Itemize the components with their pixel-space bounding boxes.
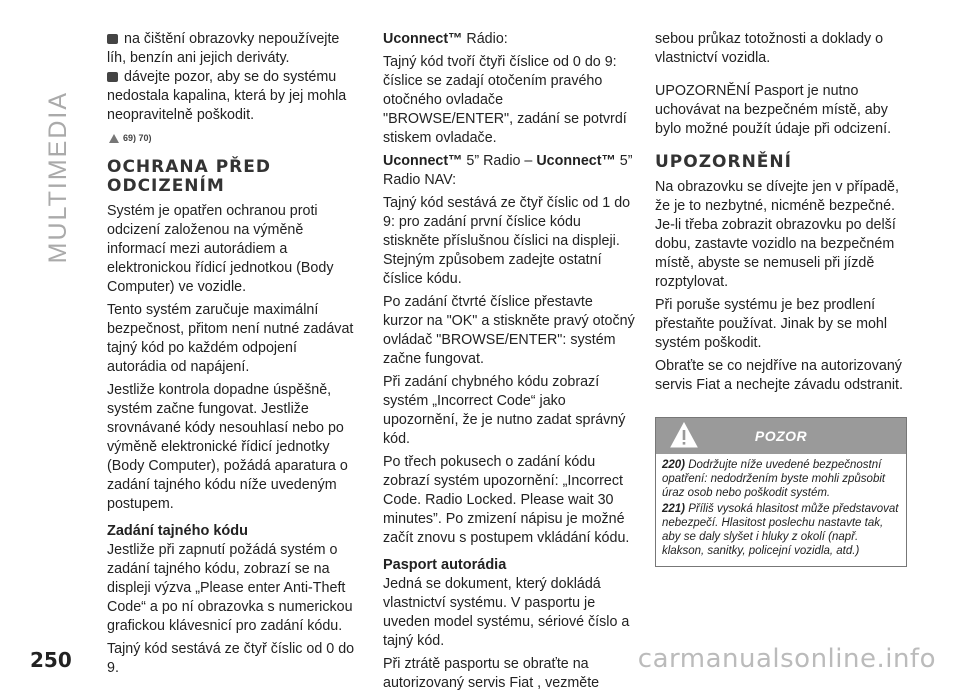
paragraph: Tajný kód sestává ze čtyř číslic od 0 do 9. <box>107 641 355 676</box>
caution-item: 220) Dodržujte níže uvedené bezpečnostní opatření: nedodržením byste mohli způsobit úraz osob nebo poškodit systém. <box>662 459 886 499</box>
bullet-icon <box>107 34 118 44</box>
column-3 <box>655 30 910 567</box>
heading-theft-protection: OCHRANA PŘED ODCIZENÍM <box>107 157 271 196</box>
caution-item: 221) Příliš vysoká hlasitost může představovat nebezpečí. Hlasitost poslechu nastavte tak, aby se daly slyšet i hluky z okolí (např. klakson, sanitky, policejní vozidla, atd.) <box>662 503 899 557</box>
bullet-item: dávejte pozor, aby se do systému nedostala kapalina, která by jej mohla neopravitelně poškodit. <box>107 69 347 123</box>
paragraph: Obraťte se co nejdříve na autorizovaný servis Fiat a nechejte závadu odstranit. <box>655 358 903 393</box>
paragraph: Tento systém zaručuje maximální bezpečnost, přitom není nutné zadávat tajný kód po každém odpojení autorádia od napájení. <box>107 302 354 375</box>
paragraph: Při ztrátě pasportu se obraťte na autorizovaný servis Fiat , vezměte <box>383 656 600 691</box>
caution-box <box>655 417 907 567</box>
watermark: carmanualsonline.info <box>637 644 936 674</box>
paragraph: UPOZORNĚNÍ Pasport je nutno uchovávat na bezpečném místě, aby bylo možné použít údaje při odcizení. <box>655 83 892 137</box>
subheading-radio-passport: Pasport autorádia <box>383 557 507 573</box>
warning-reference: 69) 70) <box>109 129 357 148</box>
bullet-icon <box>107 72 118 82</box>
paragraph: Jestliže kontrola dopadne úspěšně, systém začne fungovat. Jestliže srovnávané kódy nesouhlasí nebo po výměně elektronické řídicí jednotky (Body Computer), požádá aparatura o zadání tajného kódu níže uvedeným postupem. <box>107 382 348 512</box>
section-title-text: MULTIMEDIA <box>43 90 72 263</box>
column-2 <box>383 30 635 697</box>
paragraph: sebou průkaz totožnosti a doklady o vlastnictví vozidla. <box>655 31 884 66</box>
paragraph: Jedná se dokument, který dokládá vlastnictví systému. V pasportu je uveden model systému, sériové číslo a tajný kód. <box>383 576 630 649</box>
paragraph: Systém je opatřen ochranou proti odcizení založenou na výměně informací mezi autorádiem a elektronickou řídicí jednotkou (Body Computer) ve vozidle. <box>107 203 334 295</box>
paragraph: Tajný kód tvoří čtyři číslice od 0 do 9: číslice se zadají otočením pravého otočného ovladače "BROWSE/ENTER", zadání se potvrdí stiskem ovladače. <box>383 54 627 146</box>
caution-body <box>656 454 906 566</box>
bullet-item: na čištění obrazovky nepoužívejte líh, benzín ani jejich deriváty. <box>107 31 340 66</box>
paragraph: Uconnect™ Rádio: <box>383 31 508 47</box>
paragraph: Při poruše systému je bez prodlení přestaňte používat. Jinak by se mohl systém poškodit. <box>655 297 888 351</box>
page-number: 250 <box>30 648 72 672</box>
paragraph: Jestliže při zapnutí požádá systém o zadání tajného kódu, zobrazí se na displeji výzva „Please enter Anti-Theft Code“ a po ní obrazovka s numerickou grafickou klávesnicí pro zadání kódu. <box>107 542 353 634</box>
caution-header <box>656 418 906 454</box>
warning-triangle-icon <box>670 422 698 448</box>
column-1 <box>107 30 357 682</box>
paragraph: Po zadání čtvrté číslice přestavte kurzor na "OK" a stiskněte pravý otočný ovládač "BROWSE/ENTER": systém začne fungovat. <box>383 294 635 367</box>
paragraph: Uconnect™ 5” Radio – Uconnect™ 5” Radio NAV: <box>383 153 633 188</box>
section-title <box>38 23 78 263</box>
caution-title: POZOR <box>754 427 808 444</box>
warning-triangle-icon <box>109 134 119 143</box>
heading-warning: UPOZORNĚNÍ <box>655 152 792 172</box>
paragraph: Při zadání chybného kódu zobrazí systém „Incorrect Code“ jako upozornění, že je nutno zadat správný kód. <box>383 374 626 447</box>
paragraph: Po třech pokusech o zadání kódu zobrazí systém upozornění: „Incorrect Code. Radio Locked. Please wait 30 minutes”. Po zmizení nápisu je možné začít znovu s postupem vkládání kódu. <box>383 454 630 546</box>
paragraph: Na obrazovku se dívejte jen v případě, že je to nezbytné, nicméně bezpečné. Je-li třeba zobrazit obrazovku po delší dobu, zastavte vozidlo na bezpečném místě, abyste se nemuseli při jízdě rozptylovat. <box>655 179 899 290</box>
paragraph: Tajný kód sestává ze čtyř číslic od 1 do 9: pro zadání první číslice kódu stiskněte příslušnou číslici na displeji. Stejným způsobem zadejte ostatní číslice kódu. <box>383 195 631 287</box>
subheading-code-entry: Zadání tajného kódu <box>107 523 248 539</box>
